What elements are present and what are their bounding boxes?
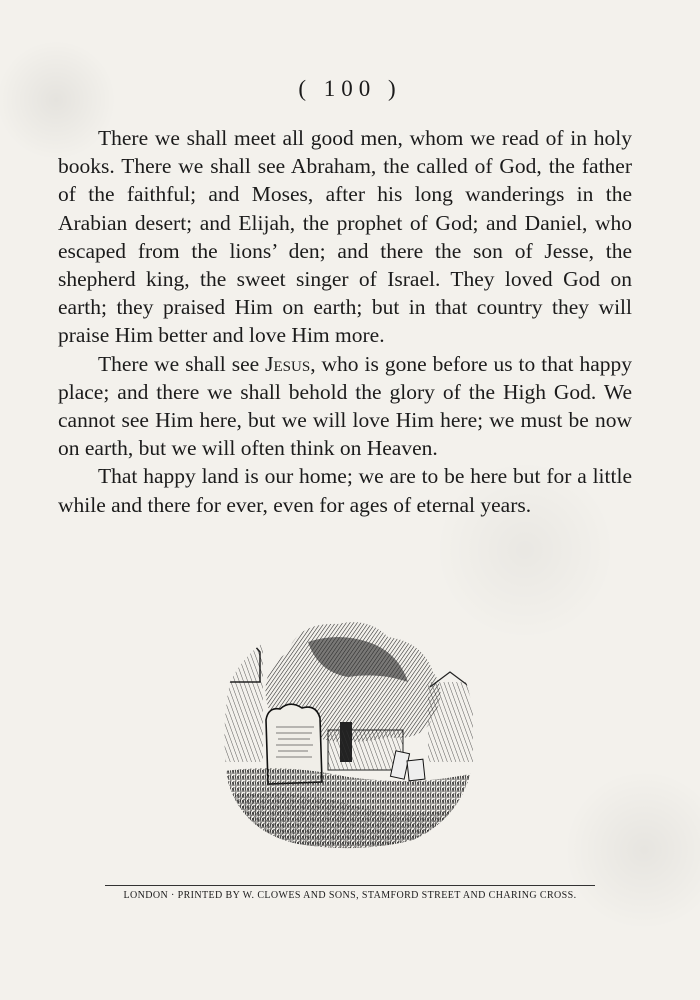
- colophon-rule: [105, 885, 595, 886]
- paragraph-3: That happy land is our home; we are to be here but for a little while and there for ever, even for ages of eternal years.: [58, 464, 632, 517]
- colophon-text: LONDON · PRINTED BY W. CLOWES AND SONS, STAMFORD STREET AND CHARING CROSS.: [123, 890, 577, 901]
- printer-colophon: [0, 885, 700, 901]
- page-number: ( 100 ): [298, 76, 402, 101]
- paragraph-2-rest: , who is gone before us to that happy place; and there we shall behold the glory of the High God. We cannot see Him here, but we will love Him here; we must be now on earth, but we will often think on Heaven.: [58, 351, 632, 461]
- churchyard-engraving: [218, 612, 478, 857]
- paragraph-2-start: There we shall see: [98, 351, 266, 376]
- paragraph-2: [58, 350, 632, 463]
- paragraph-1: There we shall meet all good men, whom we read of in holy books. There we shall see Abraham, the called of God, the father of the faithful; and Moses, after his long wanderings in the Arabian desert; and Elijah, the prophet of God; and Daniel, who escaped from the lions’ den; and there the son of Jesse, the shepherd king, the sweet singer of Israel. They loved God on earth; they praised Him on earth; but in that country they will praise Him better and love Him more.: [58, 126, 632, 348]
- name-jesus: Jesus: [265, 351, 311, 376]
- body-text: [58, 124, 632, 519]
